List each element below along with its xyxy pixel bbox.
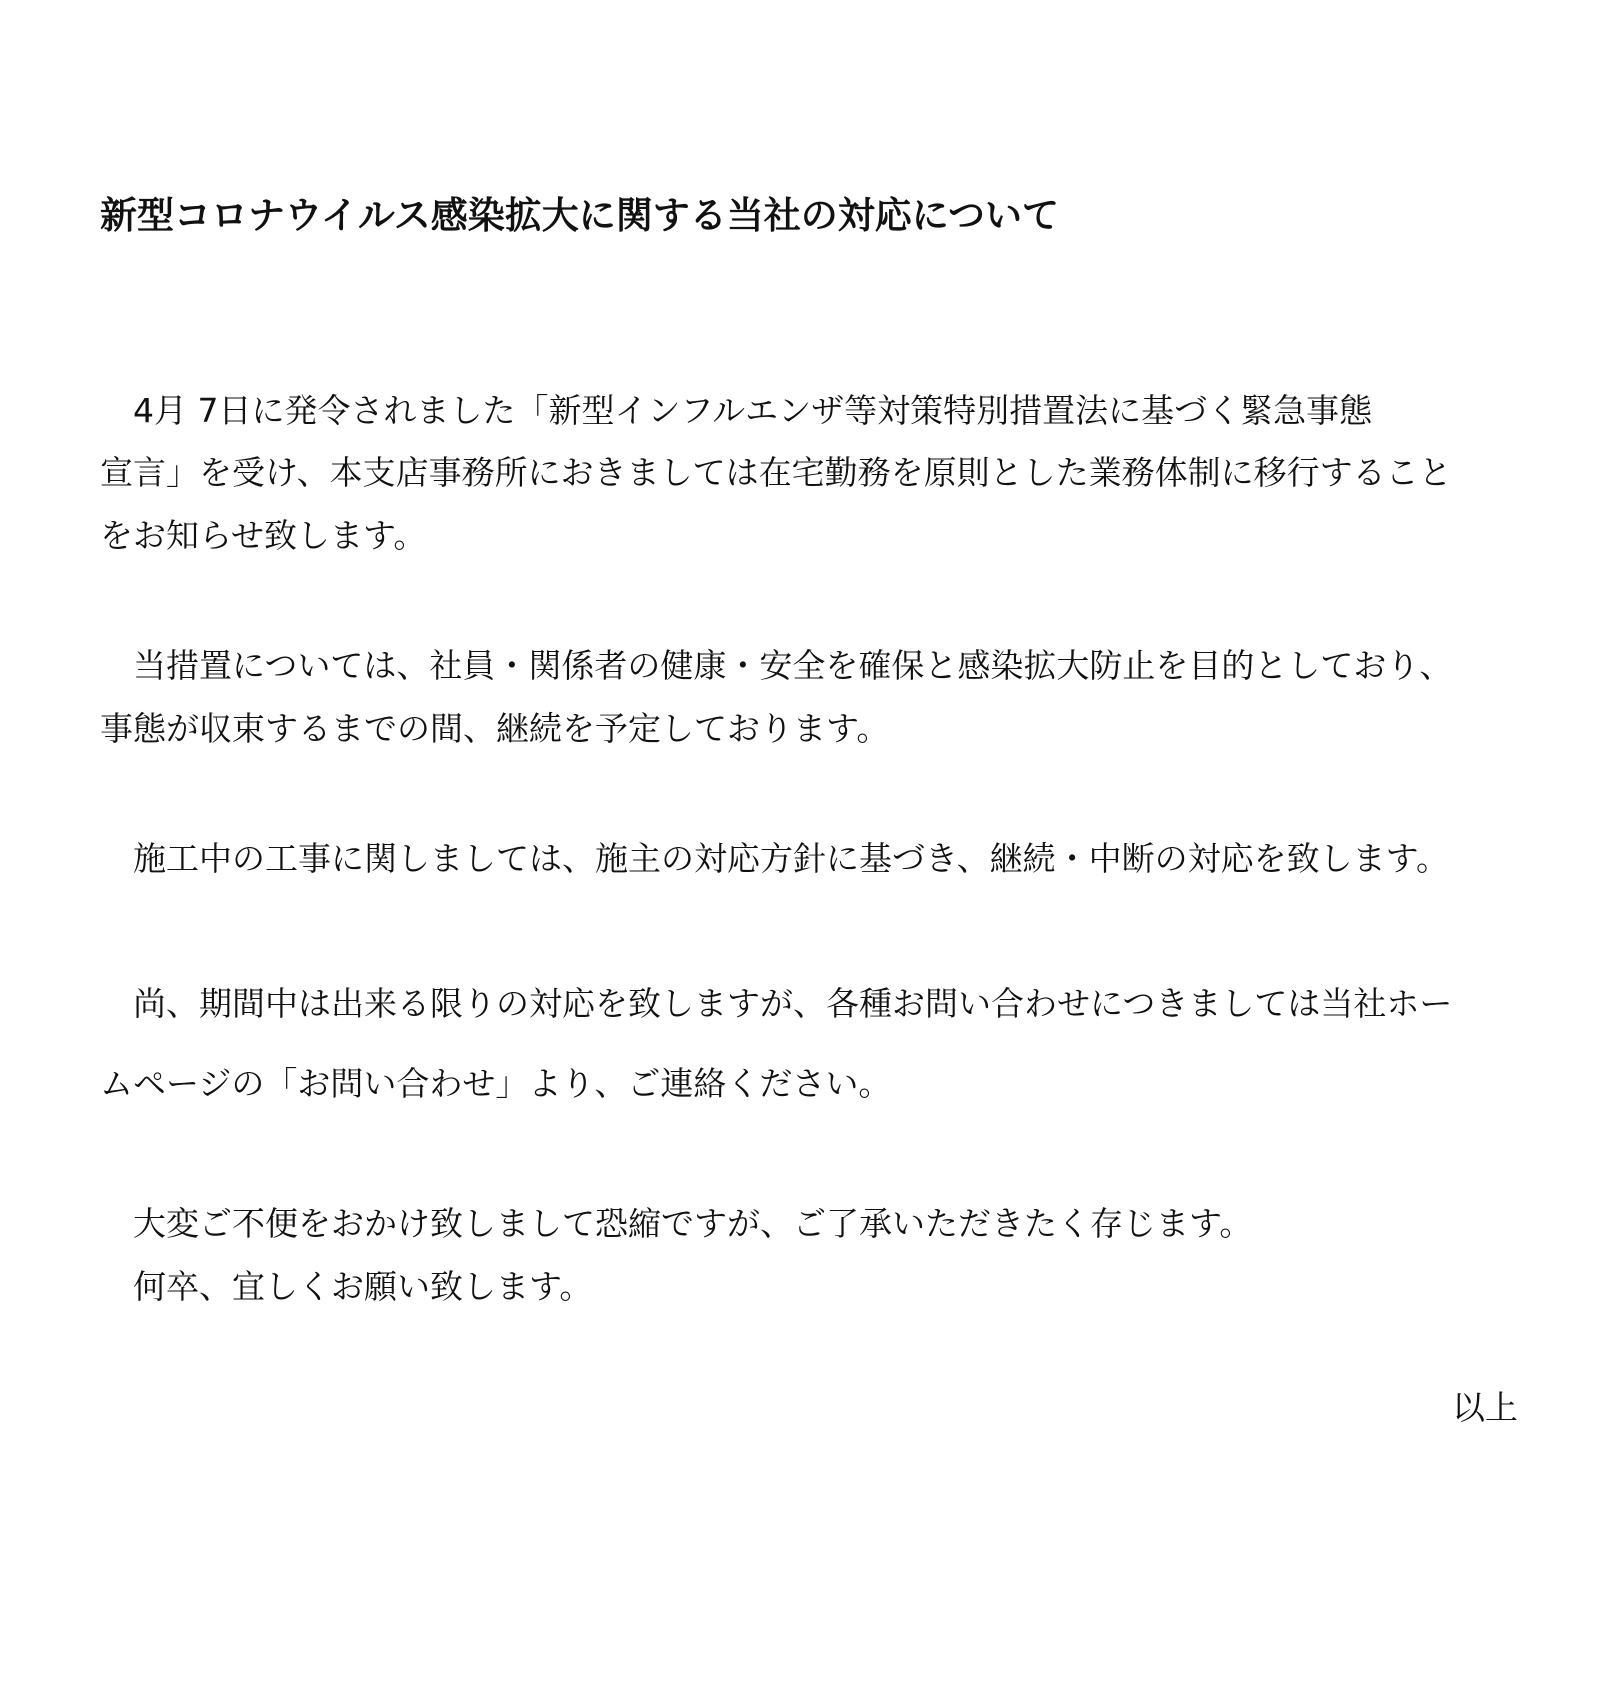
paragraph-2-line-2: 事態が収束するまでの間、継続を予定しております。 — [100, 709, 890, 748]
paragraph-3-line-1: 施工中の工事に関しましては、施主の対応方針に基づき、継続・中断の対応を致します。 — [100, 839, 1450, 878]
paragraph-4-line-2: ムページの「お問い合わせ」より、ご連絡ください。 — [100, 1064, 892, 1103]
closing-mark: 以上 — [1452, 1388, 1518, 1427]
paragraph-5-line-1: 大変ご不便をおかけ致しまして恐縮ですが、ご了承いただきたく存じます。 — [100, 1204, 1253, 1243]
document-title: 新型コロナウイルス感染拡大に関する当社の対応について — [100, 194, 1060, 237]
paragraph-2-line-1: 当措置については、社員・関係者の健康・安全を確保と感染拡大防止を目的としており、 — [100, 646, 1453, 685]
paragraph-1-line-3: をお知らせ致します。 — [100, 516, 427, 555]
paragraph-5-line-2: 何卒、宜しくお願い致します。 — [100, 1267, 593, 1306]
paragraph-1-line-1: 4月 7日に発令されました「新型インフルエンザ等対策特別措置法に基づく緊急事態 — [100, 391, 1373, 430]
paragraph-1-line-2: 宣言」を受け、本支店事務所におきましては在宅勤務を原則とした業務体制に移行すること — [100, 453, 1452, 492]
paragraph-4-line-1: 尚、期間中は出来る限りの対応を致しますが、各種お問い合わせにつきましては当社ホー — [100, 984, 1453, 1023]
